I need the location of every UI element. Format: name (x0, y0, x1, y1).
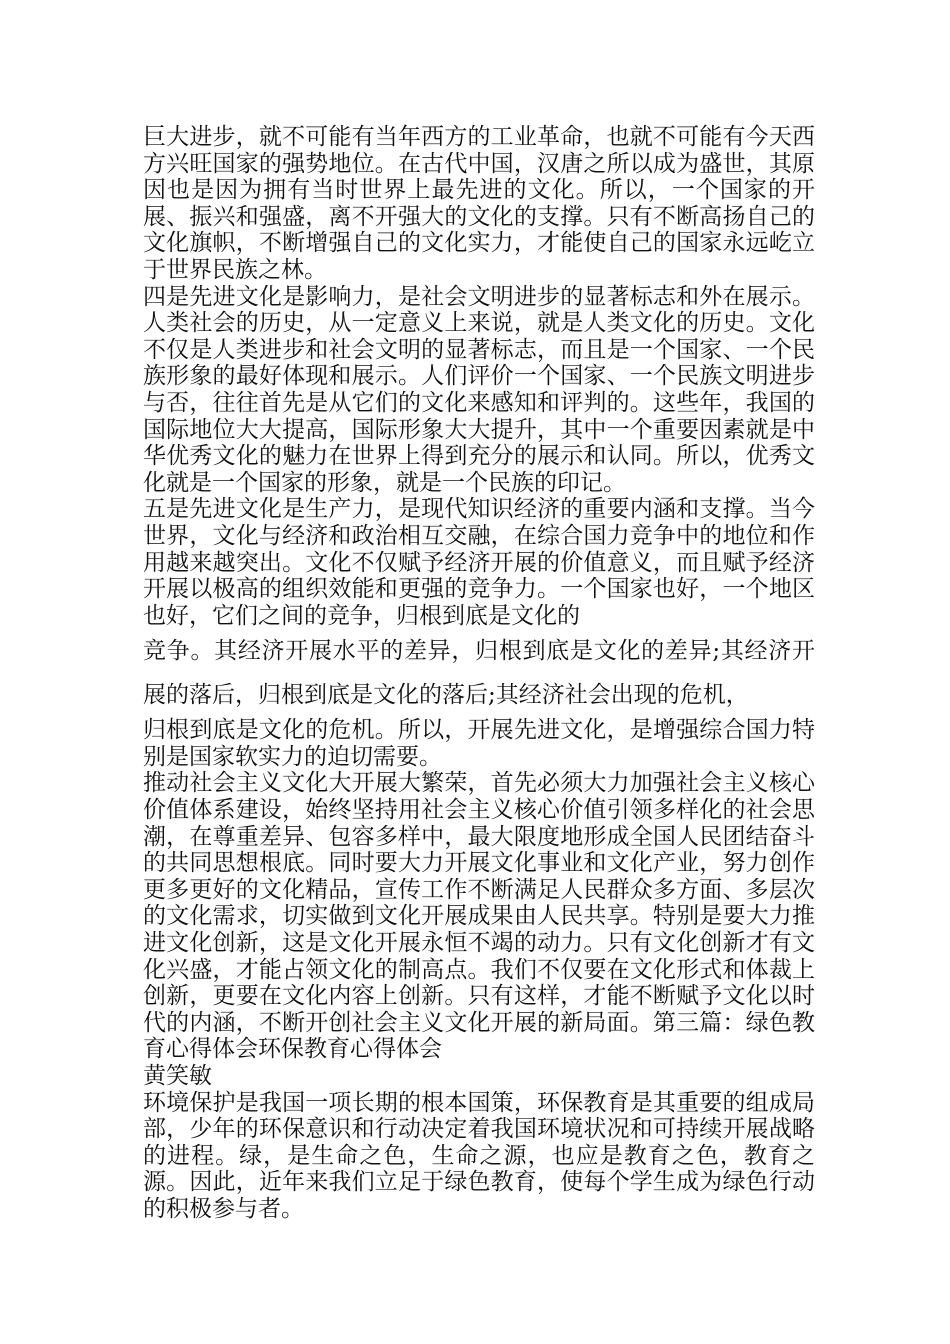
paragraph-socialist-culture: 推动社会主义文化大开展大繁荣，首先必须大力加强社会主义核心价值体系建设，始终坚持用社会主义核心价值引领多样化的社会思潮，在尊重差异、包容多样中，最大限度地形成全国人民团结奋斗的共同思想根底。同时要大力开展文化事业和文化产业，努力创作更多更好的文化精品，宣传工作不断满足人民群众多方面、多层次的文化需求，切实做到文化开展成果由人民共享。特别是要大力推进文化创新，这是文化开展永恒不竭的动力。只有文化创新才有文化兴盛，才能占领文化的制高点。我们不仅要在文化形式和体裁上创新，更要在文化内容上创新。只有这样，才能不断赋予文化以时代的内涵，不断开创社会主义文化开展的新局面。第三篇：绿色教育心得体会环保教育心得体会 (143, 770, 815, 1063)
paragraph-culture-progress: 巨大进步，就不可能有当年西方的工业革命，也就不可能有今天西方兴旺国家的强势地位。在古代中国，汉唐之所以成为盛世，其原因也是因为拥有当时世界上最先进的文化。所以，一个国家的开展、振兴和强盛，离不开强大的文化的支撑。只有不断高扬自己的文化旗帜，不断增强自己的文化实力，才能使自己的国家永远屹立于世界民族之林。 (143, 124, 815, 283)
paragraph-environment: 环境保护是我国一项长期的根本国策，环保教育是其重要的组成局部，少年的环保意识和行动决定着我国环境状况和可持续开展战略的进程。绿，是生命之色，生命之源，也应是教育之色，教育之源。因此，近年来我们立足于绿色教育，使每个学生成为绿色行动的积极参与者。 (143, 1089, 815, 1222)
paragraph-productivity-end: 归根到底是文化的危机。所以，开展先进文化，是增强综合国力特别是国家软实力的迫切需要。 (143, 717, 815, 770)
paragraph-influence: 四是先进文化是影响力，是社会文明进步的显著标志和外在展示。人类社会的历史，从一定意义上来说，就是人类文化的历史。文化不仅是人类进步和社会文明的显著标志，而且是一个国家、一个民族形象的最好体现和展示。人们评价一个国家、一个民族文明进步与否，往往首先是从它们的文化来感知和评判的。这些年，我国的国际地位大大提高，国际形象大大提升，其中一个重要因素就是中华优秀文化的魅力在世界上得到充分的展示和认同。所以，优秀文化就是一个国家的形象，就是一个民族的印记。 (143, 283, 815, 496)
paragraph-productivity: 五是先进文化是生产力，是现代知识经济的重要内涵和支撑。当今世界，文化与经济和政治相互交融，在综合国力竞争中的地位和作用越来越突出。文化不仅赋予经济开展的价值意义，而且赋予经济开展以极高的组织效能和更强的竞争力。一个国家也好，一个地区也好，它们之间的竞争，归根到底是文化的 (143, 496, 815, 629)
document-body (143, 124, 815, 1223)
author-name: 黄笑敏 (143, 1063, 212, 1089)
paragraph-productivity-continued: 竞争。其经济开展水平的差异，归根到底是文化的差异;其经济开展的落后，归根到底是文化的落后;其经济社会出现的危机， (143, 638, 815, 709)
